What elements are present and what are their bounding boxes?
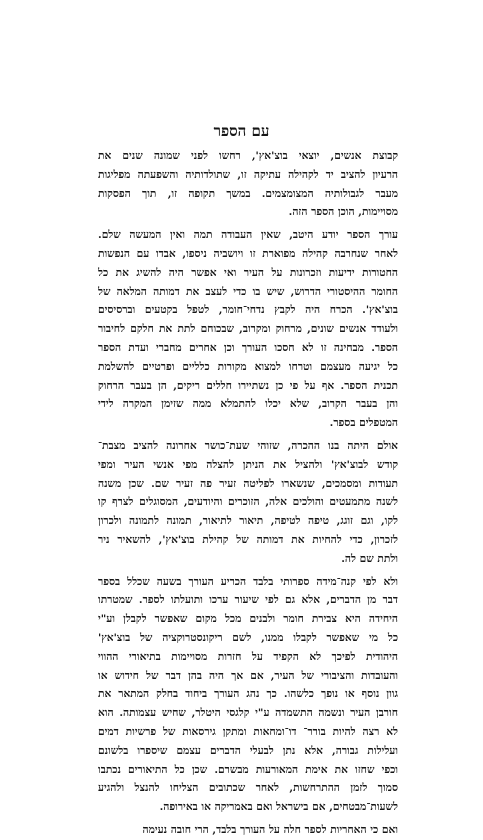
text-line: ולעודד אנשים שונים, מרחוק ומקרוב, שבכוחם לתת את חלקם לחיבור	[98, 323, 398, 336]
text-line: החטורות ידיעות וזכרונות על העיר ואי אפשר היה להשיג את כל	[98, 266, 398, 279]
body-text	[98, 147, 398, 840]
text-line: חורבן העיר ונשמה התשמדה ע"י קלגסי היטלר, שחיש עצמותה. הוא	[98, 707, 398, 720]
text-line: החומר ההיסטורי הדרוש, שיש בו כדי לעצב את דמותה המלאה של	[98, 285, 398, 298]
text-line: עורך הספר יודע היטב, שאין העבודה תמה ואין המעשה שלם.	[98, 229, 398, 242]
text-line: קבוצת אנשים, יוצאי בוצ'אץ', רחשו לפני שמונה שנים את	[98, 150, 398, 162]
text-line: והעובדות והציבורי של העיר, אם אך היה בהן דבר של חידוש או	[98, 669, 398, 682]
text-line: והן בעבר הקרוב, שלא יכלו להתמלא ממה שזימן המקרה לידי	[98, 398, 398, 411]
paragraph	[98, 437, 398, 569]
paragraph	[98, 226, 398, 433]
text-line: לאחר שנחרבה קהילה מפוארת זו ויושביה ניספו, אבדו עם הנפשות	[98, 247, 398, 260]
text-line: אולם היתה בנו ההכרה, שזוהי שעת־כושר אחרונה להציב מצבת־	[98, 439, 398, 452]
text-line: וכפי שחזו את אימת המאורעות מבשרם. שכן כל התיאורים נכתבו	[98, 763, 398, 776]
text-line: ועלילות גבורה, אלא נתן לבעלי הדברים עצמם שיספרו בלשונם	[98, 744, 398, 757]
text-line: דבר מן הדברים, אלא גם לפי שיעור ערכו ותועלתו לספר. שמטרתו	[98, 594, 398, 607]
text-line: תעודות ומסמכים, שנשארו לפליטה זעיר פה זעיר שם. שכן משנה	[98, 477, 398, 490]
paragraph	[98, 573, 398, 817]
text-line: הרעיון להציב יד לקהילה עתיקה זו, שתולדותיה והשפעתה מפליגות	[98, 168, 398, 181]
text-line: קודש לבוצ'אץ' ולהציל את הניתן להצלה מפי אנשי העיר ומפי	[98, 458, 398, 471]
text-line: גוון נוסף או נופך כלשהו. כך נהג העורך ביחוד בחלק המתאר את	[98, 688, 398, 701]
text-line: היחידה היא צבירת חומר ולבנים מכל מקום שאפשר לקבלן וע"י	[98, 613, 398, 626]
text-line: היהודית לפיכך לא הקפיד על חזרות מסויימות בתיאורי ההווי	[98, 650, 398, 663]
text-line: המטפלים בספר.	[329, 417, 398, 430]
text-line: לקו, וגם זוגג, טיפה לטיפה, תיאור לתיאור, תמונה לתמונה ולכרון	[98, 515, 398, 528]
text-line: כל יגיעה מעצמם וטרחו למצוא מקורות כלליים ופרטיים להשלמת	[98, 360, 398, 373]
page-title: עם הספר	[213, 122, 270, 140]
text-line: תכנית הספר. אף על פי כן נשתיירו חללים ריקים, הן בעבר הרחוק	[98, 379, 398, 392]
text-line: לשנה מתמעטים והולכים אלה, הזוכרים והיודעים, המסוגלים לצרף קו	[98, 496, 398, 509]
text-line: לשעות־מבטחים, אם בישראל ואם באמריקה או באירופה.	[159, 801, 398, 814]
text-line: כל מי שאפשר לקבלו ממנו, לשם ריקונסטרוקציה של בוצ'אץ'	[98, 631, 398, 644]
text-line: לזכרון, כדי להחיות את דמותה של קהילת בוצ'אץ', להשאיר ניר	[98, 533, 398, 546]
text-line: ולתת שם לה.	[341, 552, 398, 565]
text-line: בוצ'אץ'. הכרח היה לקבץ נדחי־חומר, לטפל בקטעים וברסיסים	[98, 304, 398, 317]
text-line: מסויימות, הוכן הספר הזה.	[288, 206, 398, 219]
text-line: ואם כי האחריות לספר חלה על העורך בלבד, הרי חובה נעימה	[142, 823, 398, 836]
text-line: מעבר לגבולותיה המצומצמים. במשך תקופה זו, תוך הפסקות	[98, 187, 398, 200]
text-line: סמוך לזמן ההתרחשות, לאחר שכתובים הצליחו להנצל ולהגיע	[98, 782, 398, 795]
paragraph	[98, 147, 398, 222]
paragraph	[98, 821, 398, 840]
text-line: ולא לפי קנה־מידה ספרותי בלבד הכריע העורך בשעה שכלל בספר	[98, 575, 398, 588]
text-line: הספר. מבחינה זו לא חסכו העורך וכן אחרים מחברי ועדת הספר	[98, 341, 398, 354]
text-line: לא רצה להיות בורר־ דו־ומחאות ומתקן גירסאות של פרשיות דמים	[98, 725, 398, 738]
